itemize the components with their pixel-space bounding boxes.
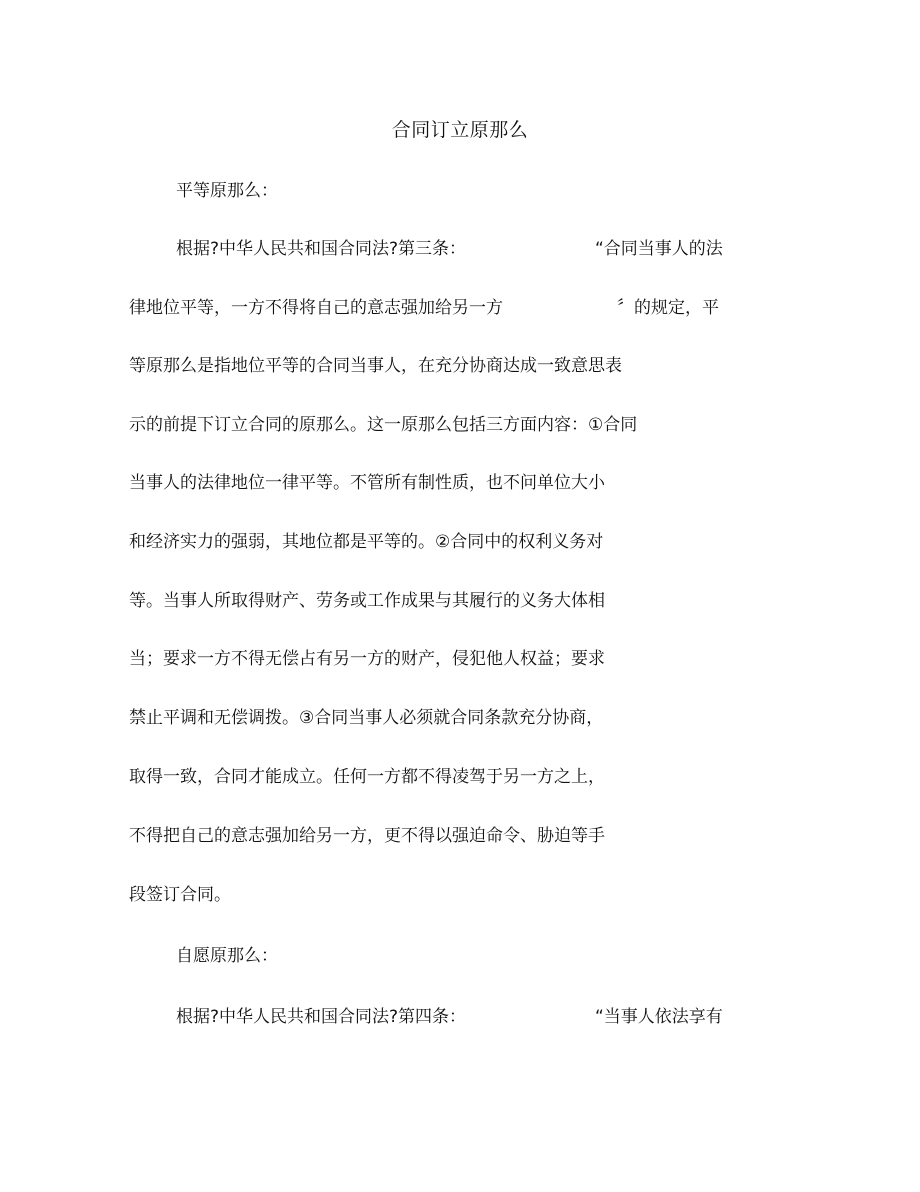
paragraph-line-quote: “当事人依法享有 <box>595 1007 723 1027</box>
paragraph-line: 根据?中华人民共和国合同法?第三条： <box>176 239 467 259</box>
paragraph-line: 当；要求一方不得无偿占有另一方的财产，侵犯他人权益；要求 <box>129 649 605 669</box>
paragraph-line: 根据?中华人民共和国合同法?第四条： <box>176 1007 467 1027</box>
paragraph-line-quote: 〞的规定，平 <box>617 298 719 318</box>
paragraph-line: 律地位平等，一方不得将自己的意志强加给另一方 <box>129 298 503 318</box>
paragraph-line: 段签订合同。 <box>129 885 231 905</box>
paragraph-line: 等。当事人所取得财产、劳务或工作成果与其履行的义务大体相 <box>129 591 605 611</box>
paragraph-line: 和经济实力的强弱，其地位都是平等的。②合同中的权利义务对 <box>129 532 604 552</box>
section-heading-equality: 平等原那么： <box>176 181 278 201</box>
paragraph-line: 等原那么是指地位平等的合同当事人，在充分协商达成一致意思表 <box>129 356 622 376</box>
paragraph-line: 禁止平调和无偿调拨。③合同当事人必须就合同条款充分协商， <box>129 708 604 728</box>
paragraph-line-quote: “合同当事人的法 <box>595 239 723 259</box>
page-title: 合同订立原那么 <box>391 119 529 141</box>
paragraph-line: 当事人的法律地位一律平等。不管所有制性质，也不问单位大小 <box>129 473 605 493</box>
paragraph-line: 不得把自己的意志强加给另一方，更不得以强迫命令、胁迫等手 <box>129 826 605 846</box>
paragraph-line: 示的前提下订立合同的原那么。这一原那么包括三方面内容：①合同 <box>129 415 638 435</box>
section-heading-voluntary: 自愿原那么： <box>176 946 278 966</box>
paragraph-line: 取得一致，合同才能成立。任何一方都不得凌驾于另一方之上， <box>129 767 605 787</box>
